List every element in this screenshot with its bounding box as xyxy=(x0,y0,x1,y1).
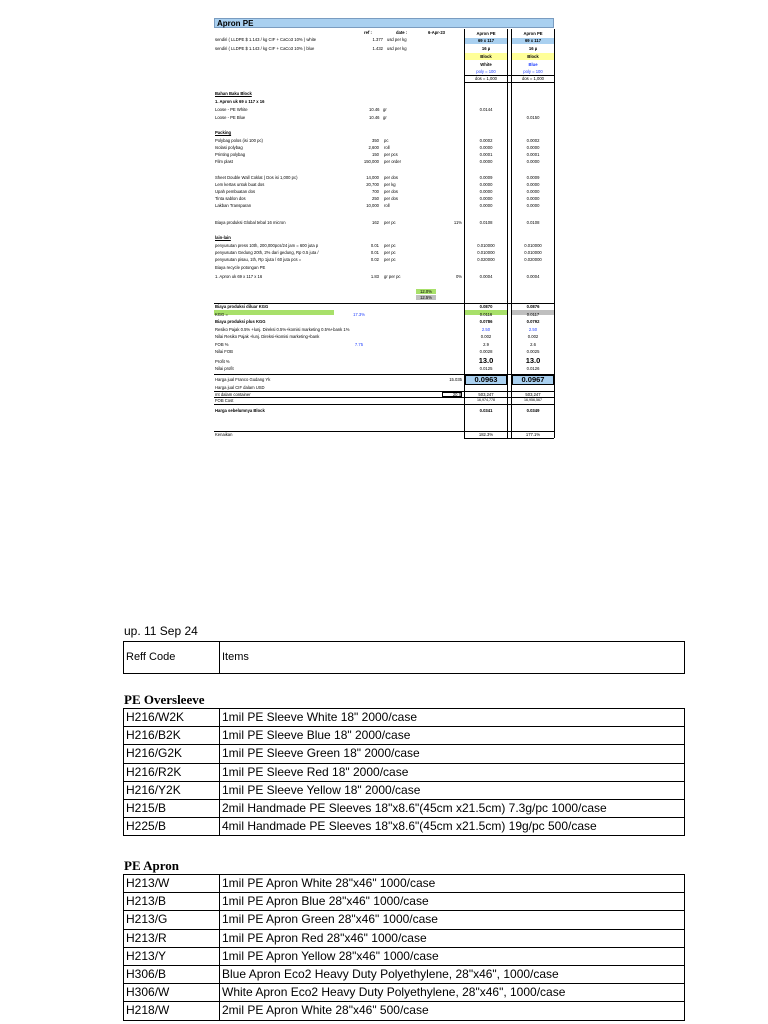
sheet-bottom-line xyxy=(464,438,554,439)
packing-row-qty: 350 xyxy=(372,138,379,143)
summary-c2: 2.50 xyxy=(528,326,538,332)
packing-row-unit: roll xyxy=(384,203,390,208)
packing-row-c1: 0.0002 xyxy=(479,138,493,143)
recycle-row-c1: 0.0004 xyxy=(479,274,493,279)
apron-row xyxy=(124,929,685,947)
apron-title: PE Apron xyxy=(124,858,180,873)
apron-ref-code: H213/R xyxy=(124,929,220,947)
bahan-row-unit: gr xyxy=(383,115,387,120)
packing-row-label: Lakban Transparan xyxy=(215,203,252,208)
oversleeve-item: 2mil Handmade PE Sleeves 18"x8.6"(45cm x21.5cm) 7.3g/pc 1000/case xyxy=(220,799,685,817)
packing-row-c1: 0.0000 xyxy=(479,145,493,150)
summary-c1: 0.0786 xyxy=(479,319,493,324)
col2-head-3: Block xyxy=(527,54,539,59)
packing-row-label: Polybag polos (isi 100 pc) xyxy=(215,138,263,143)
packing-row-unit: per dos xyxy=(384,196,398,201)
apron-item: 1mil PE Apron Blue 28"x46" 1000/case xyxy=(220,893,685,911)
lain-row-c2: 0.010000 xyxy=(524,250,542,255)
cost-sheet xyxy=(214,18,554,438)
packing-row-qty: 20,700 xyxy=(366,182,379,187)
summary-c1: 0.0116 xyxy=(479,311,493,317)
packing-row-qty: 150 xyxy=(372,152,379,157)
packing-row-unit: per dos xyxy=(384,189,398,194)
recycle-row-unit: gr per pc xyxy=(384,274,401,279)
recycle-row-c2: 0.0004 xyxy=(526,274,540,279)
header-row xyxy=(124,642,685,674)
apron-row xyxy=(124,965,685,983)
summary-label: Nilai Resiko Pajak +lunj. Direksi+komisi marketing+bank xyxy=(215,334,320,339)
packing-row-c1: 0.0000 xyxy=(479,159,493,164)
summary-c1: 2.9 xyxy=(483,341,489,347)
summary-c1: 0.0870 xyxy=(479,304,493,309)
kgg-green-fill xyxy=(214,310,334,315)
oversleeve-row xyxy=(124,745,685,763)
resin-white-value: 1.377 xyxy=(372,37,383,42)
summary-mid: 17.3% xyxy=(353,311,365,317)
fob-cost-c1: 16,974,778 xyxy=(477,398,495,402)
summary-c2: 0.0876 xyxy=(526,304,540,309)
summary-mid: 7.75 xyxy=(354,341,364,347)
apron-table xyxy=(123,874,685,1021)
biaya-global-qty: 162 xyxy=(372,220,379,225)
apron-item: 1mil PE Apron Green 28"x46" 1000/case xyxy=(220,911,685,929)
packing-row-qty: 250 xyxy=(372,196,379,201)
summary-c2: 0.0117 xyxy=(526,311,540,317)
col2-head-4: Blue xyxy=(528,62,538,67)
apron-item: White Apron Eco2 Heavy Duty Polyethylene, 28"x46", 1000/case xyxy=(220,984,685,1002)
packing-row-c1: 0.0001 xyxy=(479,152,493,157)
oversleeve-ref-code: H216/B2K xyxy=(124,727,220,745)
header-table xyxy=(123,641,685,674)
apron-ref-code: H213/Y xyxy=(124,947,220,965)
apron-ref-code: H306/W xyxy=(124,984,220,1002)
bahan-title: Bahan Baku Block xyxy=(215,91,252,96)
oversleeve-ref-code: H225/B xyxy=(124,818,220,836)
apron-row xyxy=(124,984,685,1002)
resin-blue-value: 1.432 xyxy=(372,46,383,51)
kenaikan-c2: 177.1% xyxy=(525,432,541,437)
summary-c1: 0.0028 xyxy=(479,349,493,354)
apron-ref-code: H213/G xyxy=(124,911,220,929)
resin-blue-label: sendiri ( LLDPE $ 1.143 / kg CIF + CaCo3 10% ) blue xyxy=(215,46,315,51)
bahan-row-c2: 0.0150 xyxy=(526,115,540,120)
apron-row xyxy=(124,947,685,965)
oversleeve-ref-code: H216/W2K xyxy=(124,709,220,727)
harga-cif-label: Harga jual CIF dalam USD xyxy=(215,385,265,390)
packing-row-c2: 0.0002 xyxy=(526,138,540,143)
lain-row-qty: 0.01 xyxy=(370,243,379,248)
summary-c2: 0.002 xyxy=(527,334,539,339)
apron-item: 1mil PE Apron White 28"x46" 1000/case xyxy=(220,875,685,893)
packing-row-label: Film plast xyxy=(215,159,233,164)
lain-row-label: penyusutan pisau, 1th, Rp 1juta / 60 juta pcs = xyxy=(215,257,302,262)
resin-blue-unit: usd per kg xyxy=(387,46,407,51)
items-header: Items xyxy=(220,642,685,674)
bahan-row-label: Loose - PE Blue xyxy=(215,115,246,120)
col2-head-6: dos = 1,000 xyxy=(521,76,544,81)
summary-label: Biaya produksi diluar KGG xyxy=(215,304,269,309)
col1-head-3: Block xyxy=(480,54,492,59)
packing-row-c1: 0.0000 xyxy=(479,182,493,187)
lain-row-c2: 0.020000 xyxy=(524,257,542,262)
lain-row-label: penyusutan press 10th, 200,000pcs/24 jam = 600 juta p xyxy=(215,243,319,248)
packing-row-unit: per order xyxy=(384,159,401,164)
summary-c1: 0.002 xyxy=(480,334,492,339)
packing-title: Packing xyxy=(215,130,232,135)
packing-row-qty: 14,000 xyxy=(366,175,379,180)
biaya-global-label: Biaya produksi Global tebal 16 micron xyxy=(215,220,286,225)
summary-label: FOB % xyxy=(215,341,229,347)
packing-row-unit: roll xyxy=(384,145,390,150)
col1-head-5: poly = 100 xyxy=(476,69,496,74)
oversleeve-row xyxy=(124,727,685,745)
apron-item: 1mil PE Apron Red 28"x46" 1000/case xyxy=(220,929,685,947)
green-pct-value: 12.0% xyxy=(420,289,432,294)
lain-title: lain-lain xyxy=(215,235,231,240)
lain-row-c2: 0.010000 xyxy=(524,243,542,248)
oversleeve-row xyxy=(124,799,685,817)
profit-c2: 13.0 xyxy=(525,356,541,365)
apron-row xyxy=(124,911,685,929)
apron-ref-code: H213/W xyxy=(124,875,220,893)
oversleeve-title: PE Oversleeve xyxy=(124,692,205,707)
summary-label: Biaya produksi plus KGG xyxy=(215,319,266,324)
oversleeve-item: 1mil PE Sleeve Red 18" 2000/case xyxy=(220,763,685,781)
nilai-profit-label: Nilai profit xyxy=(215,366,234,371)
packing-row-label: Isolasi polybag xyxy=(215,145,243,150)
date-value: 6-Apr-23 xyxy=(428,30,445,35)
bahan-row-qty: 10.46 xyxy=(369,115,380,120)
fob-cost-label: FOB Cost xyxy=(215,398,234,403)
mt-c1: 503,247 xyxy=(478,392,494,397)
harga-sebelum-c1: 0.0341 xyxy=(479,408,493,413)
reff-code-header: Reff Code xyxy=(124,642,220,674)
resin-white-label: sendiri ( LLDPE $ 1.143 / kg CIF + CaCo3 10% ) white xyxy=(215,37,317,42)
oversleeve-row xyxy=(124,781,685,799)
oversleeve-item: 1mil PE Sleeve White 18" 2000/case xyxy=(220,709,685,727)
apron-ref-code: H218/W xyxy=(124,1002,220,1020)
packing-row-label: Sheet Double Wall Coklat ( Dos isi 1,000 pc) xyxy=(215,175,298,180)
mt-label: mt dalam container xyxy=(215,392,251,397)
biaya-global-pct: 11% xyxy=(453,220,462,225)
bahan-row-unit: gr xyxy=(383,107,387,112)
summary-label: Resiko Pajak 0.5% +lunj. Direksi 0.5%+komisi marketing 0.5%+bank 1% xyxy=(215,326,350,332)
resin-white-unit: usd per kg xyxy=(387,37,407,42)
col1-head-6: dos = 1,000 xyxy=(474,76,497,81)
oversleeve-row xyxy=(124,763,685,781)
oversleeve-item: 1mil PE Sleeve Green 18" 2000/case xyxy=(220,745,685,763)
sebelum-line xyxy=(214,404,554,405)
packing-row-label: Tinta sablon dos xyxy=(215,196,246,201)
packing-row-c2: 0.0000 xyxy=(526,189,540,194)
harga-franco-mid: 15.035 xyxy=(449,377,462,382)
packing-row-c1: 0.0000 xyxy=(479,203,493,208)
harga-franco-label: Harga jual Franco Gudang Yk xyxy=(215,377,271,382)
harga-sebelum-c2: 0.0349 xyxy=(526,408,540,413)
lain-row-unit: per pc xyxy=(384,250,396,255)
apron-item: 2mil PE Apron White 28"x46" 500/case xyxy=(220,1002,685,1020)
packing-row-label: Lem kertas untuk buat dos xyxy=(215,182,265,187)
packing-row-unit: per kg xyxy=(384,182,396,187)
summary-label: Nilai FOB xyxy=(215,349,233,354)
lain-row-qty: 0.01 xyxy=(370,250,379,255)
summary-c2: 0.0792 xyxy=(526,319,540,324)
summary-c1: 2.50 xyxy=(481,326,491,332)
col1-head-0: Apron PE xyxy=(476,31,496,36)
summary-c2: 2.6 xyxy=(530,341,536,347)
packing-row-c2: 0.0000 xyxy=(526,159,540,164)
date-label: date : xyxy=(396,30,408,35)
recycle-row-qty: 1.83 xyxy=(370,274,379,279)
apron-ref-code: H213/B xyxy=(124,893,220,911)
sheet-title: Apron PE xyxy=(214,18,554,28)
lain-row-c1: 0.010000 xyxy=(477,243,495,248)
fob-cost-c2: 16,956,567 xyxy=(524,398,542,402)
oversleeve-item: 4mil Handmade PE Sleeves 18"x8.6"(45cm x21.5cm) 19g/pc 500/case xyxy=(220,818,685,836)
apron-item: 1mil PE Apron Yellow 28"x46" 1000/case xyxy=(220,947,685,965)
packing-row-unit: per pcs xyxy=(384,152,398,157)
packing-row-c2: 0.0000 xyxy=(526,182,540,187)
packing-row-c2: 0.0000 xyxy=(526,203,540,208)
profit-label: Profit % xyxy=(215,359,230,364)
header-divider-bottom xyxy=(464,82,554,83)
packing-row-c2: 0.0001 xyxy=(526,152,540,157)
grey-pct-value: 12.5% xyxy=(420,295,432,300)
apron-row xyxy=(124,875,685,893)
mt-c2: 503,247 xyxy=(525,392,541,397)
lain-row-c1: 0.020000 xyxy=(477,257,495,262)
packing-row-unit: per dos xyxy=(384,175,398,180)
profit-c1: 13.0 xyxy=(478,356,494,365)
nilai-profit-c1: 0.0125 xyxy=(479,366,493,371)
bahan-row-c1: 0.0144 xyxy=(479,107,493,112)
packing-row-qty: 150,000 xyxy=(363,159,379,164)
packing-row-c1: 0.0009 xyxy=(479,175,493,180)
mt-mid: 20 ft xyxy=(452,392,461,397)
col2-head-0: Apron PE xyxy=(523,31,543,36)
apron-item: Blue Apron Eco2 Heavy Duty Polyethylene, 28"x46", 1000/case xyxy=(220,965,685,983)
biaya-global-unit: per pc xyxy=(384,220,396,225)
harga-franco-c1: 0.0963 xyxy=(474,375,498,384)
lain-row-unit: per pc xyxy=(384,243,396,248)
apron-row xyxy=(124,893,685,911)
apron-row xyxy=(124,1002,685,1020)
col2-head-2: 16 µ xyxy=(528,46,538,51)
lain-row-label: penyusutan Gedung 20th, 2% dari gedung, Rp 0.5 juta / xyxy=(215,250,319,255)
oversleeve-ref-code: H215/B xyxy=(124,799,220,817)
oversleeve-item: 1mil PE Sleeve Blue 18" 2000/case xyxy=(220,727,685,745)
oversleeve-ref-code: H216/Y2K xyxy=(124,781,220,799)
recycle-label: Biaya recycle potongan PE xyxy=(215,265,266,270)
lain-row-qty: 0.02 xyxy=(370,257,379,262)
oversleeve-row xyxy=(124,818,685,836)
col1-head-2: 16 µ xyxy=(481,46,491,51)
summary-c2: 0.0025 xyxy=(526,349,540,354)
biaya-global-c1: 0.0108 xyxy=(479,220,493,225)
summary-label: KGG = xyxy=(215,311,228,317)
nilai-profit-c2: 0.0126 xyxy=(526,366,540,371)
packing-row-label: Upah pembuatan dos xyxy=(215,189,256,194)
packing-row-label: Printing polybag xyxy=(215,152,246,157)
harga-sebelum-label: Harga sebelumnya Block xyxy=(215,408,265,413)
col2-head-5: poly = 100 xyxy=(523,69,543,74)
lain-row-unit: per pc xyxy=(384,257,396,262)
packing-row-c2: 0.0000 xyxy=(526,196,540,201)
col1-head-4: White xyxy=(480,62,492,67)
packing-row-c1: 0.0000 xyxy=(479,196,493,201)
recycle-row-label: 1. Apron uk 69 x 117 x 16 xyxy=(215,274,263,279)
header-divider xyxy=(464,75,554,76)
oversleeve-ref-code: H216/G2K xyxy=(124,745,220,763)
bahan-row-label: Loose - PE White xyxy=(215,107,248,112)
recycle-row-pct: 0% xyxy=(455,274,462,279)
packing-row-qty: 2,600 xyxy=(368,145,379,150)
oversleeve-row xyxy=(124,709,685,727)
biaya-global-c2: 0.0108 xyxy=(526,220,540,225)
packing-row-c2: 0.0000 xyxy=(526,145,540,150)
packing-row-qty: 700 xyxy=(372,189,379,194)
harga-franco-c2: 0.0967 xyxy=(521,375,545,384)
update-note: up. 11 Sep 24 xyxy=(124,624,198,638)
oversleeve-ref-code: H216/R2K xyxy=(124,763,220,781)
packing-row-c1: 0.0000 xyxy=(479,189,493,194)
oversleeve-table xyxy=(123,708,685,836)
col1-head-1: 69 x 117 xyxy=(477,38,495,43)
packing-row-unit: pc xyxy=(384,138,389,143)
col2-head-1: 69 x 117 xyxy=(524,38,542,43)
packing-row-c2: 0.0009 xyxy=(526,175,540,180)
bahan-row-qty: 10.46 xyxy=(369,107,380,112)
kenaikan-label: Kenaikan xyxy=(215,432,233,437)
oversleeve-item: 1mil PE Sleeve Yellow 18" 2000/case xyxy=(220,781,685,799)
kenaikan-c1: 182.3% xyxy=(478,432,494,437)
ref-label: ref : xyxy=(364,30,372,35)
bahan-sub: 1. Apron uk 69 x 117 x 16 xyxy=(215,99,265,104)
apron-ref-code: H306/B xyxy=(124,965,220,983)
lain-row-c1: 0.010000 xyxy=(477,250,495,255)
packing-row-qty: 10,000 xyxy=(366,203,379,208)
